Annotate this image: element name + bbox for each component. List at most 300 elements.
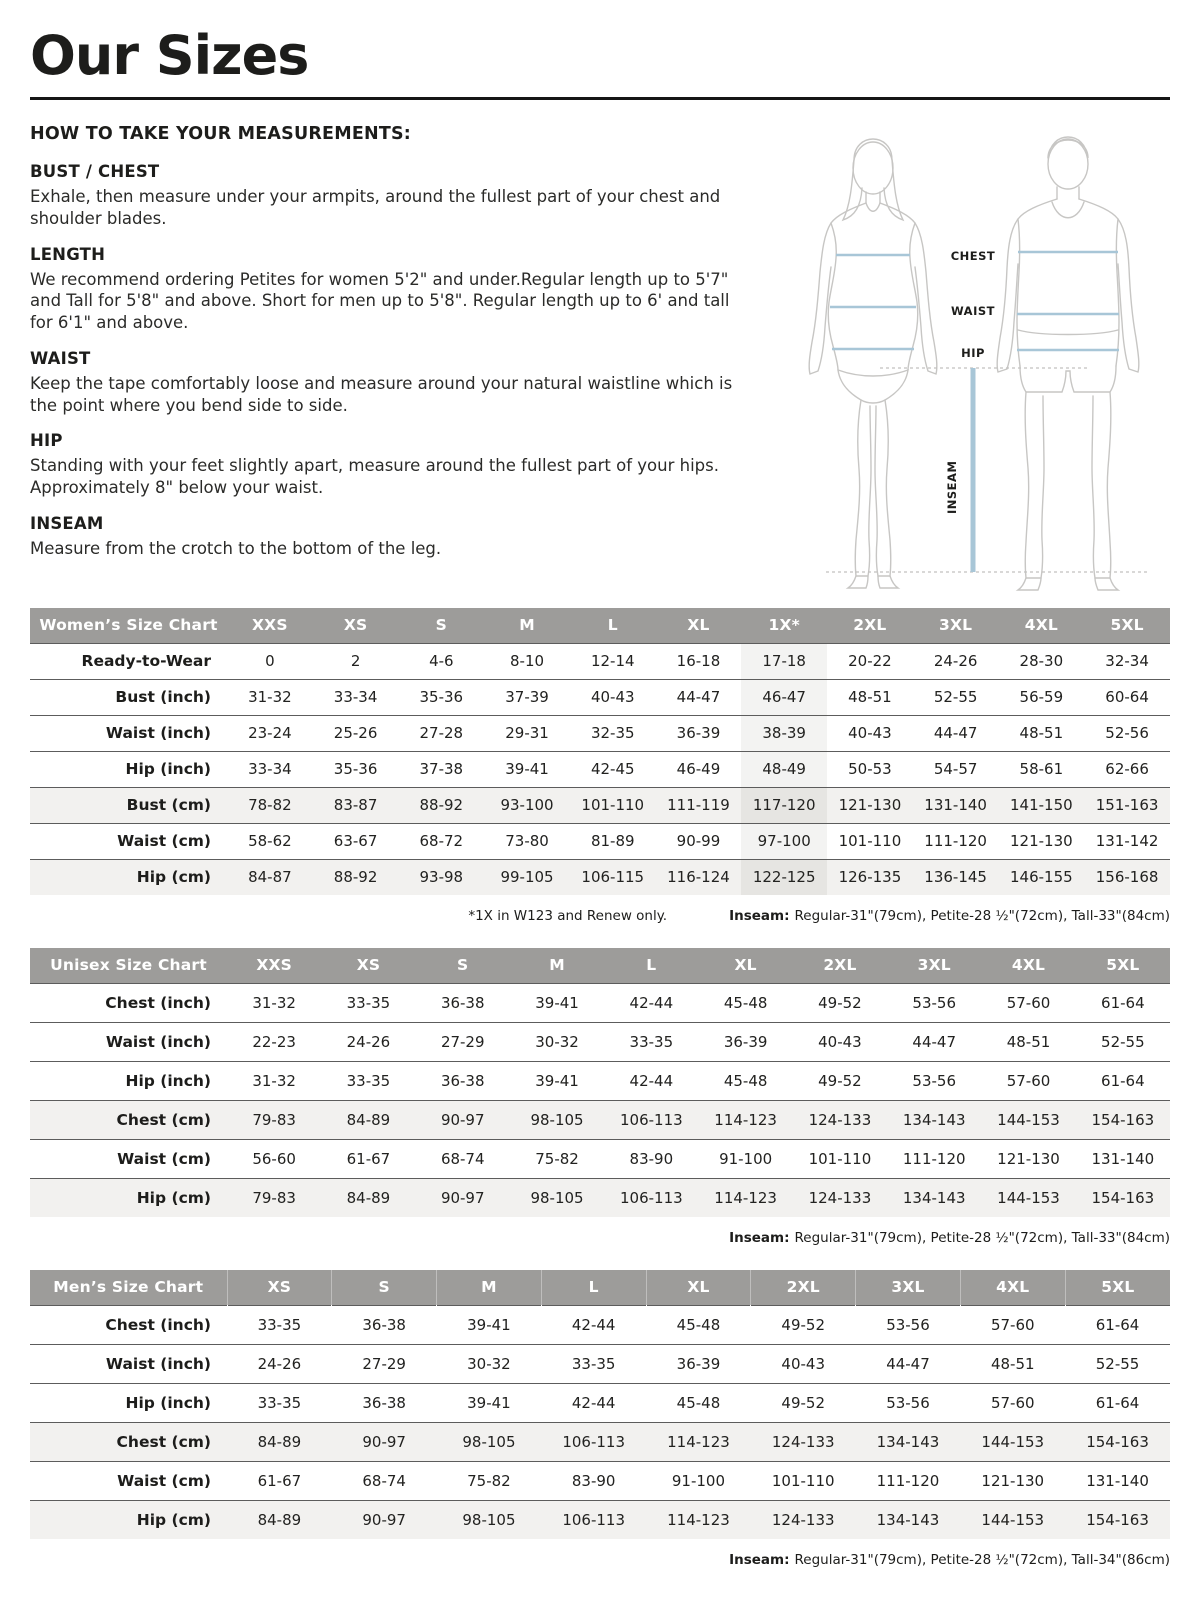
size-column-header: 4XL: [960, 1270, 1065, 1305]
size-charts: [30, 608, 1170, 1568]
howto-heading: HOW TO TAKE YOUR MEASUREMENTS:: [30, 124, 411, 144]
row-label: Chest (inch): [105, 993, 211, 1012]
size-cell: 38-39: [741, 715, 827, 751]
size-column-header: 3XL: [887, 948, 981, 983]
size-cell: 53-56: [886, 1393, 930, 1412]
size-column-header: L: [604, 948, 698, 983]
size-cell: 57-60: [990, 1315, 1035, 1334]
size-cell: 40-43: [590, 688, 635, 706]
table-row: [30, 1100, 1170, 1139]
size-cell: 84-87: [248, 868, 292, 887]
size-column-header: M: [437, 1270, 542, 1305]
size-cell: 61-64: [1101, 993, 1145, 1012]
size-cell: 29-31: [505, 724, 549, 742]
size-cell: 156-168: [1095, 868, 1159, 887]
size-cell: 151-163: [1095, 796, 1159, 814]
instruction-sections: [30, 162, 755, 560]
size-cell: 44-47: [912, 1032, 957, 1051]
row-label: Bust (inch): [115, 688, 212, 706]
size-cell: 27-29: [362, 1354, 406, 1373]
size-cell: 90-97: [362, 1432, 406, 1451]
row-label: Hip (cm): [136, 1510, 212, 1529]
size-cell: 106-115: [581, 868, 645, 887]
size-cell: 54-57: [933, 760, 978, 778]
size-cell: 2: [350, 652, 361, 670]
size-column-header: XXS: [227, 948, 321, 983]
size-chart-table: [30, 1270, 1170, 1539]
size-cell: 114-123: [714, 1188, 777, 1207]
size-cell: 4-6: [429, 652, 454, 670]
table-footnote: *1X in W123 and Renew only.: [468, 908, 668, 924]
size-cell: 84-89: [257, 1510, 302, 1529]
measurement-figure: [778, 124, 1168, 594]
male-figure-outline: [997, 137, 1139, 590]
size-cell: 37-38: [419, 760, 464, 778]
size-cell: 124-133: [771, 1510, 835, 1529]
size-column-header: L: [541, 1270, 646, 1305]
instruction-section-text: Measure from the crotch to the bottom of the leg.: [30, 538, 442, 558]
size-cell: 42-44: [571, 1393, 616, 1412]
size-cell: 45-48: [676, 1393, 721, 1412]
size-cell: 75-82: [467, 1471, 511, 1490]
table-row: [30, 1383, 1170, 1422]
table-row: [30, 1344, 1170, 1383]
size-cell: 91-100: [719, 1149, 773, 1168]
size-cell: 33-34: [333, 688, 378, 706]
size-chart-header-row: [30, 948, 1170, 983]
size-cell: 36-38: [362, 1315, 406, 1334]
size-cell: 31-32: [248, 688, 292, 706]
size-chart-block: [30, 1270, 1170, 1568]
row-label: Hip (cm): [136, 868, 212, 887]
table-row: [30, 787, 1170, 823]
size-cell: 56-59: [1019, 688, 1064, 706]
size-cell: 53-56: [912, 1071, 957, 1090]
size-column-header: XL: [698, 948, 792, 983]
row-label: Hip (cm): [136, 1188, 211, 1207]
size-cell: 144-153: [997, 1110, 1060, 1129]
inseam-note-label: Inseam:: [729, 1552, 790, 1568]
size-column-header: XS: [313, 608, 399, 643]
size-cell: 114-123: [667, 1432, 730, 1451]
measurement-lines: [826, 252, 1148, 572]
size-cell: 48-51: [848, 688, 892, 706]
instruction-section: [30, 514, 755, 560]
inseam-label: INSEAM: [945, 460, 959, 514]
size-cell: 42-44: [629, 993, 674, 1012]
size-cell: 79-83: [252, 1188, 296, 1207]
size-cell: 106-113: [619, 1188, 683, 1207]
size-cell: 121-130: [1010, 832, 1073, 850]
size-cell: 44-47: [886, 1354, 930, 1373]
instruction-section: [30, 162, 755, 230]
size-cell: 68-72: [419, 832, 464, 850]
size-cell: 37-39: [505, 688, 549, 706]
size-column-header: S: [416, 948, 510, 983]
size-cell: 28-30: [1019, 652, 1064, 670]
size-cell: 53-56: [886, 1315, 930, 1334]
inseam-note-text: Regular-31"(79cm), Petite-28 ½"(72cm), Tall-34"(86cm): [794, 1552, 1170, 1568]
size-cell: 33-35: [346, 1071, 391, 1090]
size-chart-header-row: [30, 1270, 1170, 1305]
size-cell: 91-100: [671, 1471, 726, 1490]
size-cell: 12-14: [590, 652, 635, 670]
size-cell: 22-23: [252, 1032, 296, 1051]
size-cell: 75-82: [535, 1149, 579, 1168]
size-cell: 39-41: [467, 1393, 511, 1412]
size-cell: 49-52: [818, 1071, 862, 1090]
size-cell: 90-99: [676, 832, 721, 850]
size-cell: 131-140: [1091, 1149, 1155, 1168]
size-cell: 61-67: [346, 1149, 391, 1168]
size-cell: 24-26: [346, 1032, 391, 1051]
size-cell: 84-89: [346, 1110, 391, 1129]
row-label: Chest (cm): [116, 1432, 212, 1451]
size-column-header: 5XL: [1084, 608, 1170, 643]
size-cell: 106-113: [562, 1432, 626, 1451]
row-label: Chest (cm): [116, 1110, 211, 1129]
inseam-note-label: Inseam:: [729, 908, 790, 924]
inseam-note-text: Regular-31"(79cm), Petite-28 ½"(72cm), Tall-33"(84cm): [794, 1230, 1170, 1246]
size-cell: 61-64: [1095, 1315, 1140, 1334]
size-cell: 57-60: [1006, 1071, 1051, 1090]
size-cell: 93-100: [500, 796, 554, 814]
size-column-header: XL: [656, 608, 742, 643]
row-label: Hip (inch): [125, 1393, 212, 1412]
size-cell: 114-123: [667, 1510, 730, 1529]
instructions-column: [30, 124, 755, 560]
size-cell: 36-38: [440, 993, 485, 1012]
body-outline-illustration: [778, 124, 1168, 594]
size-cell: 90-97: [440, 1110, 485, 1129]
size-cell: 136-145: [924, 868, 987, 887]
table-row: [30, 859, 1170, 895]
size-cell: 16-18: [676, 652, 721, 670]
size-cell: 48-51: [1006, 1032, 1051, 1051]
table-row: [30, 1022, 1170, 1061]
size-cell: 45-48: [723, 1071, 768, 1090]
measurement-guide: [30, 124, 1170, 606]
size-cell: 39-41: [535, 993, 579, 1012]
size-cell: 122-125: [741, 859, 827, 895]
size-column-header: 2XL: [793, 948, 887, 983]
size-cell: 124-133: [771, 1432, 835, 1451]
table-row: [30, 751, 1170, 787]
chest-label: CHEST: [950, 249, 996, 263]
size-cell: 40-43: [848, 724, 892, 742]
size-chart-header-row: [30, 608, 1170, 643]
size-cell: 36-39: [723, 1032, 768, 1051]
size-column-header: 4XL: [998, 608, 1084, 643]
size-cell: 44-47: [676, 688, 721, 706]
size-cell: 98-105: [530, 1110, 584, 1129]
size-cell: 31-32: [252, 1071, 296, 1090]
size-column-header: XS: [227, 1270, 332, 1305]
size-cell: 48-49: [741, 751, 827, 787]
size-cell: 146-155: [1010, 868, 1073, 887]
size-cell: 111-120: [876, 1471, 940, 1490]
size-column-header: S: [332, 1270, 437, 1305]
size-cell: 101-110: [771, 1471, 835, 1490]
size-cell: 56-60: [252, 1149, 296, 1168]
row-label: Waist (cm): [117, 1471, 212, 1490]
size-chart-block: [30, 948, 1170, 1246]
size-cell: 88-92: [419, 796, 464, 814]
size-chart-table: [30, 948, 1170, 1217]
size-cell: 33-35: [257, 1315, 302, 1334]
size-cell: 48-51: [1019, 724, 1064, 742]
table-row: [30, 823, 1170, 859]
size-column-header: XS: [321, 948, 415, 983]
table-row: [30, 1139, 1170, 1178]
table-row: [30, 1500, 1170, 1539]
instruction-section-label: HIP: [30, 431, 63, 451]
table-note: [30, 1552, 1170, 1568]
size-column-header: XXS: [227, 608, 313, 643]
size-cell: 20-22: [848, 652, 892, 670]
size-cell: 121-130: [981, 1471, 1045, 1490]
size-cell: 33-35: [629, 1032, 674, 1051]
size-cell: 68-74: [440, 1149, 485, 1168]
size-cell: 84-89: [257, 1432, 302, 1451]
size-cell: 101-110: [808, 1149, 872, 1168]
size-cell: 134-143: [876, 1432, 940, 1451]
size-cell: 90-97: [362, 1510, 406, 1529]
size-cell: 53-56: [912, 993, 957, 1012]
size-cell: 27-28: [419, 724, 464, 742]
size-cell: 49-52: [781, 1315, 826, 1334]
size-cell: 31-32: [252, 993, 296, 1012]
size-cell: 90-97: [440, 1188, 485, 1207]
size-cell: 25-26: [333, 724, 378, 742]
size-cell: 99-105: [500, 868, 554, 887]
size-cell: 33-34: [248, 760, 292, 778]
size-cell: 98-105: [462, 1432, 516, 1451]
size-cell: 30-32: [467, 1354, 511, 1373]
size-cell: 52-55: [933, 688, 978, 706]
size-cell: 68-74: [362, 1471, 406, 1490]
size-cell: 61-64: [1095, 1393, 1140, 1412]
size-cell: 39-41: [535, 1071, 579, 1090]
table-row: [30, 1061, 1170, 1100]
row-label: Bust (cm): [126, 796, 212, 814]
size-column-header: XL: [646, 1270, 751, 1305]
table-row: [30, 1422, 1170, 1461]
table-row: [30, 715, 1170, 751]
size-column-header: 5XL: [1065, 1270, 1170, 1305]
size-cell: 46-49: [676, 760, 721, 778]
size-cell: 35-36: [333, 760, 378, 778]
size-cell: 23-24: [248, 724, 292, 742]
size-cell: 134-143: [876, 1510, 940, 1529]
size-cell: 45-48: [723, 993, 768, 1012]
size-cell: 33-35: [346, 993, 391, 1012]
size-column-header: 3XL: [856, 1270, 961, 1305]
size-cell: 106-113: [619, 1110, 683, 1129]
size-cell: 32-34: [1105, 652, 1149, 670]
table-row: [30, 679, 1170, 715]
size-cell: 63-67: [333, 832, 378, 850]
size-cell: 50-53: [848, 760, 892, 778]
size-cell: 32-35: [590, 724, 635, 742]
size-cell: 111-120: [924, 832, 987, 850]
size-cell: 27-29: [440, 1032, 485, 1051]
size-column-header: L: [570, 608, 656, 643]
row-label: Hip (inch): [125, 760, 212, 778]
instruction-section-text: Keep the tape comfortably loose and measure around your natural waistline which is the point where you bend side to side.: [30, 373, 733, 415]
size-cell: 106-113: [562, 1510, 626, 1529]
size-column-header: 5XL: [1076, 948, 1170, 983]
size-cell: 39-41: [467, 1315, 511, 1334]
size-cell: 30-32: [535, 1032, 579, 1051]
size-cell: 141-150: [1010, 796, 1073, 814]
size-cell: 57-60: [1006, 993, 1051, 1012]
size-column-header: 2XL: [751, 1270, 856, 1305]
size-cell: 121-130: [838, 796, 902, 814]
size-cell: 126-135: [838, 868, 902, 887]
size-cell: 62-66: [1105, 760, 1149, 778]
size-cell: 49-52: [781, 1393, 826, 1412]
size-cell: 40-43: [818, 1032, 862, 1051]
size-cell: 33-35: [571, 1354, 616, 1373]
row-label: Waist (cm): [117, 832, 212, 850]
table-row: [30, 643, 1170, 679]
size-cell: 40-43: [781, 1354, 826, 1373]
size-cell: 36-38: [440, 1071, 485, 1090]
table-note: [30, 908, 1170, 924]
size-cell: 39-41: [505, 760, 549, 778]
size-cell: 52-56: [1105, 724, 1149, 742]
table-row: [30, 1305, 1170, 1344]
size-cell: 36-39: [676, 724, 721, 742]
size-column-header: 4XL: [981, 948, 1075, 983]
size-cell: 58-62: [248, 832, 292, 850]
size-cell: 52-55: [1101, 1032, 1145, 1051]
size-cell: 131-140: [1086, 1471, 1149, 1490]
size-cell: 58-61: [1019, 760, 1064, 778]
instruction-section-text: Standing with your feet slightly apart, measure around the fullest part of your hips. Approximately 8" below your waist.: [30, 456, 719, 498]
size-cell: 134-143: [902, 1110, 966, 1129]
size-cell: 60-64: [1105, 688, 1149, 706]
table-row: [30, 1178, 1170, 1217]
size-chart-title: Men’s Size Chart: [30, 1270, 227, 1305]
size-chart-table: [30, 608, 1170, 895]
size-cell: 117-120: [741, 787, 827, 823]
instruction-section-label: LENGTH: [30, 244, 106, 264]
instruction-section-text: We recommend ordering Petites for women 5'2" and under.Regular length up to 5'7" and Tall for 5'8" and above. Short for men up to 5'8". Regular length up to 6' and tall for 6'1" and above.: [30, 269, 730, 333]
inseam-note-text: Regular-31"(79cm), Petite-28 ½"(72cm), Tall-33"(84cm): [794, 908, 1170, 924]
size-column-header: 1X*: [741, 608, 827, 643]
size-cell: 44-47: [933, 724, 978, 742]
size-cell: 42-44: [629, 1071, 674, 1090]
row-label: Hip (inch): [125, 1071, 211, 1090]
table-row: [30, 983, 1170, 1022]
size-cell: 84-89: [346, 1188, 391, 1207]
size-cell: 78-82: [248, 796, 292, 814]
size-cell: 24-26: [933, 652, 978, 670]
inseam-note-label: Inseam:: [729, 1230, 790, 1246]
size-cell: 36-38: [362, 1393, 406, 1412]
size-cell: 57-60: [990, 1393, 1035, 1412]
instruction-section: [30, 245, 755, 334]
size-cell: 131-140: [924, 796, 987, 814]
size-cell: 35-36: [419, 688, 464, 706]
size-column-header: M: [510, 948, 604, 983]
size-cell: 97-100: [741, 823, 827, 859]
instruction-section-label: BUST / CHEST: [30, 162, 160, 181]
size-cell: 121-130: [997, 1149, 1060, 1168]
row-label: Chest (inch): [105, 1315, 212, 1334]
size-cell: 83-87: [333, 796, 378, 814]
size-cell: 144-153: [981, 1510, 1045, 1529]
size-cell: 111-120: [902, 1149, 966, 1168]
size-cell: 36-39: [676, 1354, 721, 1373]
size-cell: 45-48: [676, 1315, 721, 1334]
size-cell: 8-10: [510, 652, 545, 670]
size-cell: 48-51: [990, 1354, 1035, 1373]
size-cell: 134-143: [902, 1188, 966, 1207]
size-cell: 114-123: [714, 1110, 777, 1129]
size-cell: 98-105: [462, 1510, 516, 1529]
size-cell: 124-133: [808, 1188, 872, 1207]
size-cell: 98-105: [530, 1188, 584, 1207]
size-cell: 24-26: [257, 1354, 302, 1373]
size-chart-title: Women’s Size Chart: [30, 608, 227, 643]
size-cell: 144-153: [997, 1188, 1060, 1207]
table-row: [30, 1461, 1170, 1500]
size-cell: 154-163: [1091, 1110, 1155, 1129]
size-cell: 111-119: [667, 796, 730, 814]
row-label: Waist (cm): [117, 1149, 211, 1168]
size-cell: 61-64: [1101, 1071, 1145, 1090]
waist-label: WAIST: [951, 304, 995, 318]
size-column-header: 3XL: [913, 608, 999, 643]
size-cell: 42-45: [590, 760, 635, 778]
size-cell: 81-89: [590, 832, 635, 850]
size-chart-title: Unisex Size Chart: [30, 948, 227, 983]
size-cell: 46-47: [741, 679, 827, 715]
female-figure-outline: [809, 139, 937, 588]
size-column-header: M: [484, 608, 570, 643]
size-cell: 79-83: [252, 1110, 296, 1129]
table-note: [30, 1230, 1170, 1246]
instruction-section-label: INSEAM: [30, 513, 104, 533]
size-cell: 0: [265, 652, 275, 670]
size-column-header: S: [398, 608, 484, 643]
row-label: Ready-to-Wear: [81, 652, 212, 670]
size-cell: 83-90: [629, 1149, 674, 1168]
instruction-section-text: Exhale, then measure under your armpits, around the fullest part of your chest and shoulder blades.: [30, 187, 721, 228]
size-cell: 42-44: [571, 1315, 616, 1334]
size-cell: 124-133: [808, 1110, 872, 1129]
size-cell: 93-98: [419, 868, 464, 887]
size-cell: 116-124: [667, 868, 730, 887]
size-cell: 144-153: [981, 1432, 1045, 1451]
row-label: Waist (inch): [105, 724, 212, 742]
size-cell: 154-163: [1086, 1432, 1149, 1451]
size-cell: 154-163: [1086, 1510, 1149, 1529]
size-cell: 131-142: [1095, 832, 1159, 850]
size-cell: 101-110: [838, 832, 902, 850]
row-label: Waist (inch): [105, 1354, 212, 1373]
size-column-header: 2XL: [827, 608, 913, 643]
size-cell: 101-110: [581, 796, 645, 814]
instruction-section-label: WAIST: [30, 348, 91, 368]
instruction-section: [30, 431, 755, 499]
hip-label: HIP: [961, 346, 985, 360]
size-cell: 52-55: [1095, 1354, 1140, 1373]
size-cell: 49-52: [818, 993, 862, 1012]
